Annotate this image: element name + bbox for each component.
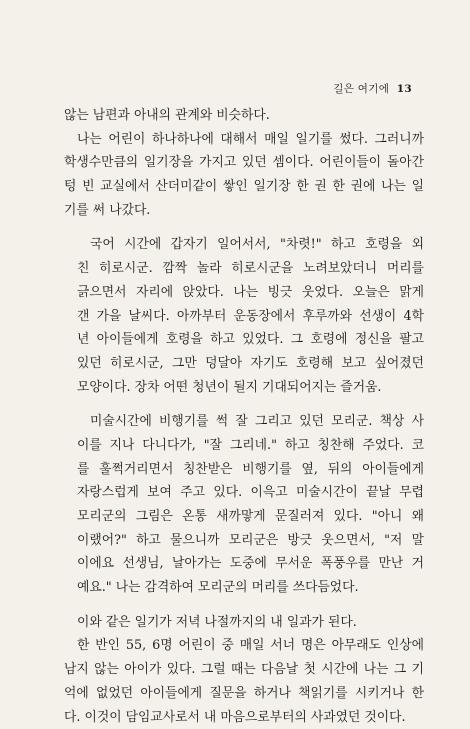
text-line: 이랬어?" 하고 물으니까 모리군은 방긋 웃으면서, "저 말	[64, 529, 424, 553]
body-text	[64, 104, 424, 729]
text-line: 자랑스럽게 보여 주고 있다. 이윽고 미술시간이 끝날 무렵	[64, 481, 424, 505]
text-line: 예요." 나는 감격하여 모리군의 머리를 쓰다듬었다.	[64, 576, 424, 600]
running-header	[333, 81, 412, 96]
text-line: 억에 없었던 아이들에게 질문을 하거나 책읽기를 시키거나 한	[64, 682, 424, 706]
text-line: 년 아이들에게 호령을 하고 있었다. 그 호령에 정신을 팔고	[64, 328, 424, 352]
text-line: 모리군의 그림은 온통 새까맣게 문질러져 있다. "아니 왜	[64, 505, 424, 529]
text-line: 를 훌쩍거리면서 칭찬받은 비행기를 옆, 뒤의 아이들에게	[64, 458, 424, 482]
text-line: 미술시간에 비행기를 썩 잘 그리고 있던 모리군. 책상 사	[64, 410, 424, 434]
text-line: 있던 히로시군, 그만 덩달아 자기도 호령해 보고 싶어졌던	[64, 352, 424, 376]
text-line: 남지 않는 아이가 있다. 그럴 때는 다음날 첫 시간에 나는 그 기	[64, 658, 424, 682]
text-line: 학생수만큼의 일기장을 가지고 있던 셈이다. 어린이들이 돌아간	[64, 151, 424, 175]
text-line: 기를 써 나갔다.	[64, 199, 424, 223]
text-line: 친 히로시군. 깜짝 놀라 히로시군을 노려보았더니 머리를	[64, 257, 424, 281]
text-line: 않는 남편과 아내의 관계와 비슷하다.	[64, 104, 424, 128]
text-line: 긁으면서 자리에 앉았다. 나는 빙긋 웃었다. 오늘은 맑게	[64, 281, 424, 305]
text-line: 국어 시간에 갑자기 일어서서, "차렷!" 하고 호령을 외	[64, 233, 424, 257]
text-line: 나는 어린이 하나하나에 대해서 매일 일기를 썼다. 그러니까	[64, 128, 424, 152]
page-number: 13	[397, 83, 412, 95]
running-title: 길은 여기에	[333, 83, 389, 95]
text-line: 이와 같은 일기가 저녁 나절까지의 내 일과가 된다.	[64, 611, 424, 635]
text-line: 모양이다. 장차 어떤 청년이 될지 기대되어지는 즐거움.	[64, 376, 424, 400]
text-line: 이를 지나 다니다가, "잘 그리네." 하고 칭찬해 주었다. 코	[64, 434, 424, 458]
text-line: 다. 이것이 담임교사로서 내 마음으로부터의 사과였던 것이다.	[64, 706, 424, 729]
text-line: 텅 빈 교실에서 산더미같이 쌓인 일기장 한 권 한 권에 나는 일	[64, 175, 424, 199]
text-line: 이에요 선생님, 날아가는 도중에 무서운 폭풍우를 만난 거	[64, 552, 424, 576]
text-line: 한 반인 55, 6명 어린이 중 매일 서너 명은 아무래도 인상에	[64, 634, 424, 658]
text-line: 갠 가을 날씨다. 아까부터 운동장에서 후루까와 선생이 4학	[64, 305, 424, 329]
